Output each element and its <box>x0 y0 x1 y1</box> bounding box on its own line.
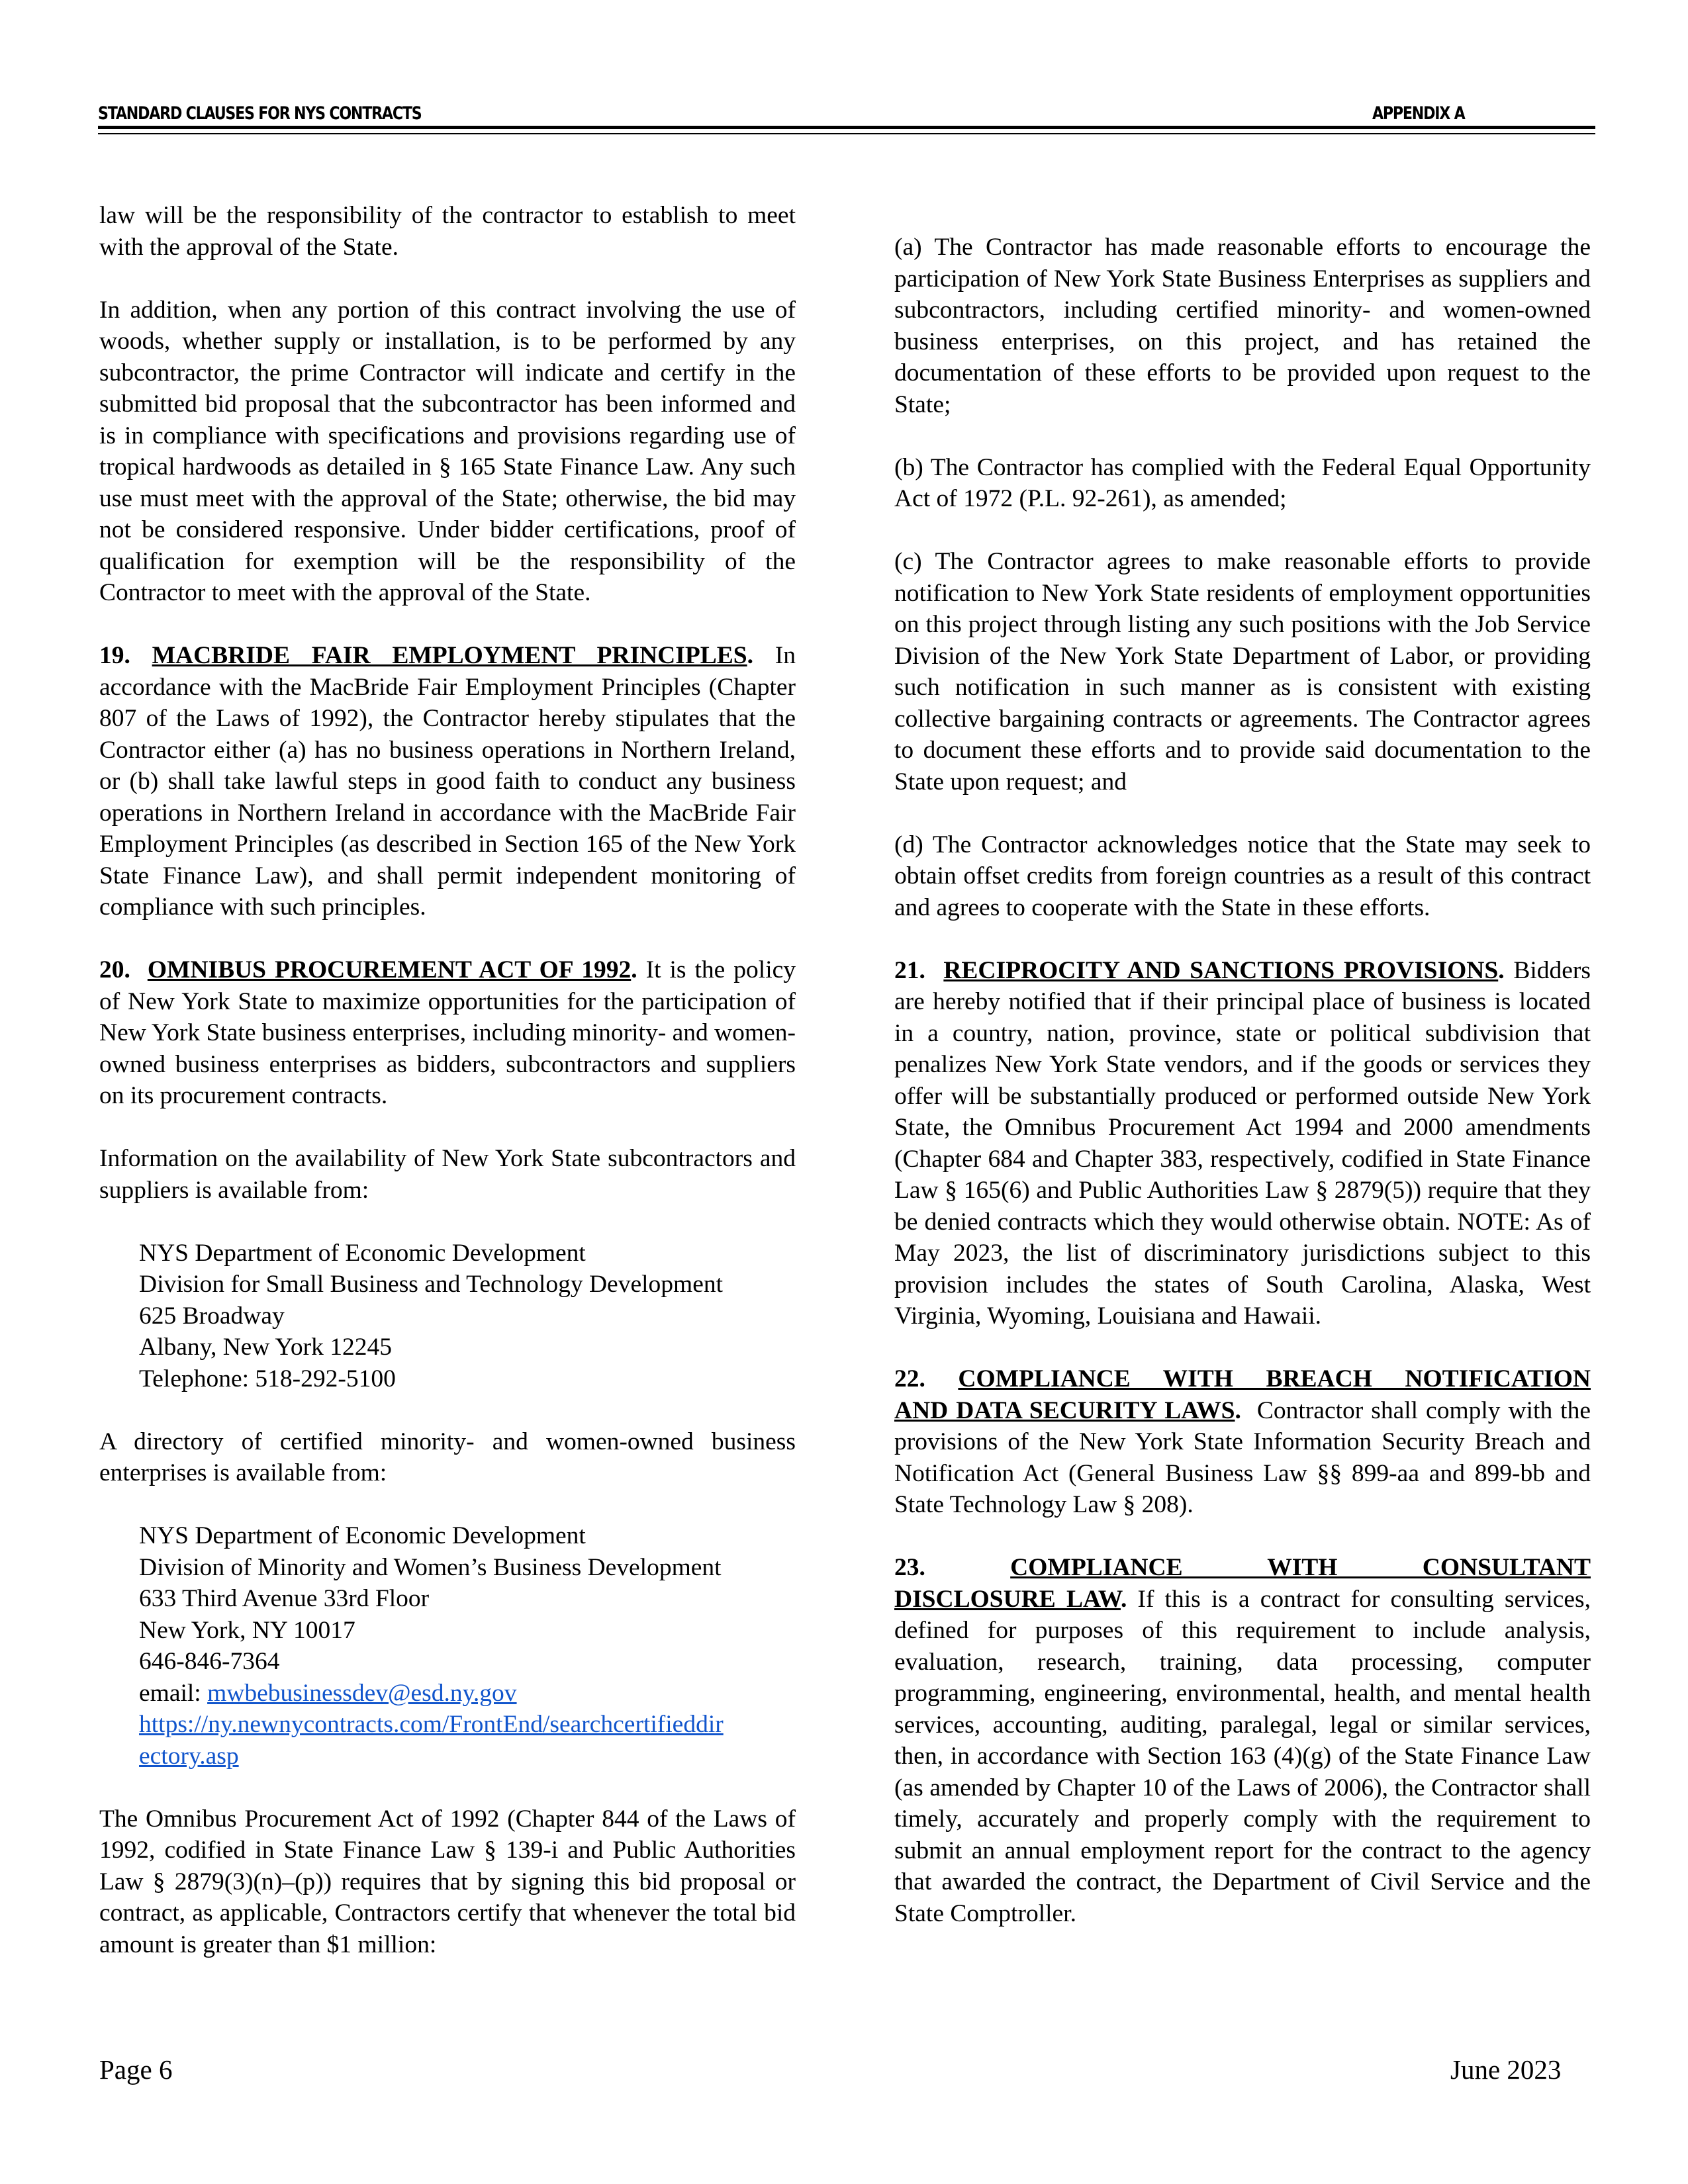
right-column <box>894 232 1591 1929</box>
section-22-heading <box>894 1363 1591 1395</box>
address-mwbe <box>139 1520 796 1772</box>
section-21-body: Bidders are hereby notified that if their principal place of business is located in a country, nation, province, state or political subdivision that penalizes New York State vendors, and if the goods or services they offer will be substantially produced or performed outside New York State, the Omnibus Procurement Act 1994 and 2000 amendments (Chapter 684 and Chapter 383, respectively, codified in State Finance Law § 165(6) and Public Authorities Law § 2879(5)) require that they be denied contracts which they would otherwise obtain. NOTE: As of May 2023, the list of discriminatory jurisdictions subject to this provision includes the states of South Carolina, Alaska, West Virginia, Wyoming, Louisiana and Hawaii. <box>894 956 1591 1330</box>
clause-d: (d) The Contractor acknowledges notice that the State may seek to obtain offset credits from foreign countries as a result of this contract and agrees to cooperate with the State in these efforts. <box>894 831 1591 921</box>
section-22-title-cont: AND DATA SECURITY LAWS <box>894 1396 1235 1424</box>
section-22-body: Contractor shall comply with the provisions of the New York State Information Security Breach and Notification Act (General Business Law §§ 899-aa and 899-bb and State Technology Law § 208). <box>894 1396 1591 1518</box>
paragraph-continuation: law will be the responsibility of the contractor to establish to meet with the approval of the State. <box>99 202 796 261</box>
address-line: 633 Third Avenue 33rd Floor <box>139 1585 430 1612</box>
directory-url-link[interactable]: https://ny.newnycontracts.com/FrontEnd/searchcertifieddir <box>139 1711 724 1738</box>
address-line: 625 Broadway <box>139 1302 285 1330</box>
address-line: Division of Minority and Women’s Business Development <box>139 1553 722 1581</box>
section-23-number: 23. <box>894 1554 925 1581</box>
section-22-title: COMPLIANCE WITH BREACH NOTIFICATION <box>958 1365 1591 1392</box>
section-21-number: 21. <box>894 956 925 984</box>
paragraph-availability: Information on the availability of New York State subcontractors and suppliers is available from: <box>99 1145 796 1204</box>
section-23 <box>894 1552 1591 1929</box>
section-21-title: RECIPROCITY AND SANCTIONS PROVISIONS <box>943 956 1499 984</box>
address-small-business <box>139 1238 796 1395</box>
directory-url-link-continued[interactable]: ectory.asp <box>139 1742 239 1770</box>
header-rule-thin <box>98 133 1595 134</box>
section-23-title: COMPLIANCE WITH CONSULTANT <box>1010 1554 1591 1581</box>
header-rule-thick <box>98 126 1595 129</box>
section-23-title-cont: DISCLOSURE LAW <box>894 1585 1121 1613</box>
section-20-body: It is the policy of New York State to maximize opportunities for the participation of New York State business enterprises, including minority- and women-owned business enterprises as bidders, subcontractors and suppliers on its procurement contracts. <box>99 956 796 1109</box>
footer-date: June 2023 <box>1450 2054 1562 2085</box>
address-line: Albany, New York 12245 <box>139 1334 392 1361</box>
section-20-title: OMNIBUS PROCUREMENT ACT OF 1992 <box>147 956 632 983</box>
address-line: NYS Department of Economic Development <box>139 1522 586 1549</box>
email-link[interactable]: mwbebusinessdev@esd.ny.gov <box>207 1679 517 1707</box>
section-22-text: AND DATA SECURITY LAWS. Contractor shall comply with the provisions of the New York State Information Security Breach and Notification Act (General Business Law §§ 899-aa and 899-bb and State Technology Law § 208). <box>894 1396 1591 1518</box>
address-line: Division for Small Business and Technology Development <box>139 1271 724 1298</box>
section-19-title: MACBRIDE FAIR EMPLOYMENT PRINCIPLES <box>152 642 747 669</box>
header-title: STANDARD CLAUSES FOR NYS CONTRACTS <box>98 103 422 124</box>
address-line: New York, NY 10017 <box>139 1616 355 1644</box>
section-19: 19. MACBRIDE FAIR EMPLOYMENT PRINCIPLES. In accordance with the MacBride Fair Employment Principles (Chapter 807 of the Laws of 1992), the Contractor hereby stipulates that the Contractor either (a) has no business operations in Northern Ireland, or (b) shall take lawful steps in good faith to conduct any business operations in Northern Ireland in accordance with the MacBride Fair Employment Principles (as described in Section 165 of the New York State Finance Law), and shall permit independent monitoring of compliance with such principles. <box>99 642 796 921</box>
section-21: 21. RECIPROCITY AND SANCTIONS PROVISIONS. Bidders are hereby notified that if their principal place of business is located in a country, nation, province, state or political subdivision that penalizes New York State vendors, and if the goods or services they offer will be substantially produced or performed outside New York State, the Omnibus Procurement Act 1994 and 2000 amendments (Chapter 684 and Chapter 383, respectively, codified in State Finance Law § 165(6) and Public Authorities Law § 2879(5)) require that they be denied contracts which they would otherwise obtain. NOTE: As of May 2023, the list of discriminatory jurisdictions subject to this provision includes the states of South Carolina, Alaska, West Virginia, Wyoming, Louisiana and Hawaii. <box>894 956 1591 1330</box>
section-23-heading <box>894 1552 1591 1584</box>
left-column <box>99 200 796 1960</box>
section-22-number: 22. <box>894 1365 925 1392</box>
paragraph-tropical-hardwoods: In addition, when any portion of this contract involving the use of woods, whether supply or installation, is to be performed by any subcontractor, the prime Contractor will indicate and certify in the submitted bid proposal that the subcontractor has been informed and is in compliance with specifications and provisions regarding use of tropical hardwoods as detailed in § 165 State Finance Law. Any such use must meet with the approval of the State; otherwise, the bid may not be considered responsive. Under bidder certifications, proof of qualification for exemption will be the responsibility of the Contractor to meet with the approval of the State. <box>99 296 796 606</box>
clause-b: (b) The Contractor has complied with the Federal Equal Opportunity Act of 1972 (P.L. 92-261), as amended; <box>894 453 1591 512</box>
address-line: 646-846-7364 <box>139 1648 280 1675</box>
address-line: NYS Department of Economic Development <box>139 1239 586 1267</box>
clause-c: (c) The Contractor agrees to make reasonable efforts to provide notification to New York State residents of employment opportunities on this project through listing any such positions with the Job Service Division of the New York State Department of Labor, or providing such notification in such manner as is consistent with existing collective bargaining contracts or agreements. The Contractor agrees to document these efforts and to provide said documentation to the State upon request; and <box>894 548 1591 796</box>
paragraph-omnibus-act: The Omnibus Procurement Act of 1992 (Chapter 844 of the Laws of 1992, codified in State Finance Law § 139-i and Public Authorities Law § 2879(3)(n)–(p)) requires that by signing this bid proposal or contract, as applicable, Contractors certify that whenever the total bid amount is greater than $1 million: <box>99 1805 796 1958</box>
section-19-body: In accordance with the MacBride Fair Employment Principles (Chapter 807 of the Laws of 1992), the Contractor hereby stipulates that the Contractor either (a) has no business operations in Northern Ireland, or (b) shall take lawful steps in good faith to conduct any business operations in Northern Ireland in accordance with the MacBride Fair Employment Principles (as described in Section 165 of the New York State Finance Law), and shall permit independent monitoring of compliance with such principles. <box>99 642 796 921</box>
email-line <box>139 1678 796 1709</box>
clause-a: (a) The Contractor has made reasonable efforts to encourage the participation of New York State Business Enterprises as suppliers and subcontractors, including certified minority- and women-owned business enterprises, on this project, and has retained the documentation of these efforts to be provided upon request to the State; <box>894 234 1591 418</box>
address-line: Telephone: 518-292-5100 <box>139 1365 396 1392</box>
section-20: 20. OMNIBUS PROCUREMENT ACT OF 1992. It is the policy of New York State to maximize opportunities for the participation of New York State business enterprises, including minority- and women-owned business enterprises as bidders, subcontractors and suppliers on its procurement contracts. <box>99 956 796 1109</box>
section-22 <box>894 1363 1591 1521</box>
section-20-number: 20. <box>99 956 130 983</box>
email-label: email: <box>139 1679 208 1707</box>
header-appendix: APPENDIX A <box>1372 103 1465 124</box>
section-23-body: If this is a contract for consulting services, defined for purposes of this requirement to include analysis, evaluation, research, training, data processing, computer programming, engineering, environmental, health, and mental health services, accounting, auditing, paralegal, legal or similar services, then, in accordance with Section 163 (4)(g) of the State Finance Law (as amended by Chapter 10 of the Laws of 2006), the Contractor shall timely, accurately and properly comply with the requirement to submit an annual employment report for the contract to the agency that awarded the contract, the Department of Civil Service and the State Comptroller. <box>894 1585 1591 1927</box>
section-19-number: 19. <box>99 642 130 669</box>
page-number: Page 6 <box>99 2054 173 2085</box>
section-23-text: DISCLOSURE LAW. If this is a contract for consulting services, defined for purposes of this requirement to include analysis, evaluation, research, training, data processing, computer programming, engineering, environmental, health, and mental health services, accounting, auditing, paralegal, legal or similar services, then, in accordance with Section 163 (4)(g) of the State Finance Law (as amended by Chapter 10 of the Laws of 2006), the Contractor shall timely, accurately and properly comply with the requirement to submit an annual employment report for the contract to the agency that awarded the contract, the Department of Civil Service and the State Comptroller. <box>894 1585 1591 1927</box>
paragraph-directory: A directory of certified minority- and women-owned business enterprises is available from: <box>99 1428 796 1486</box>
